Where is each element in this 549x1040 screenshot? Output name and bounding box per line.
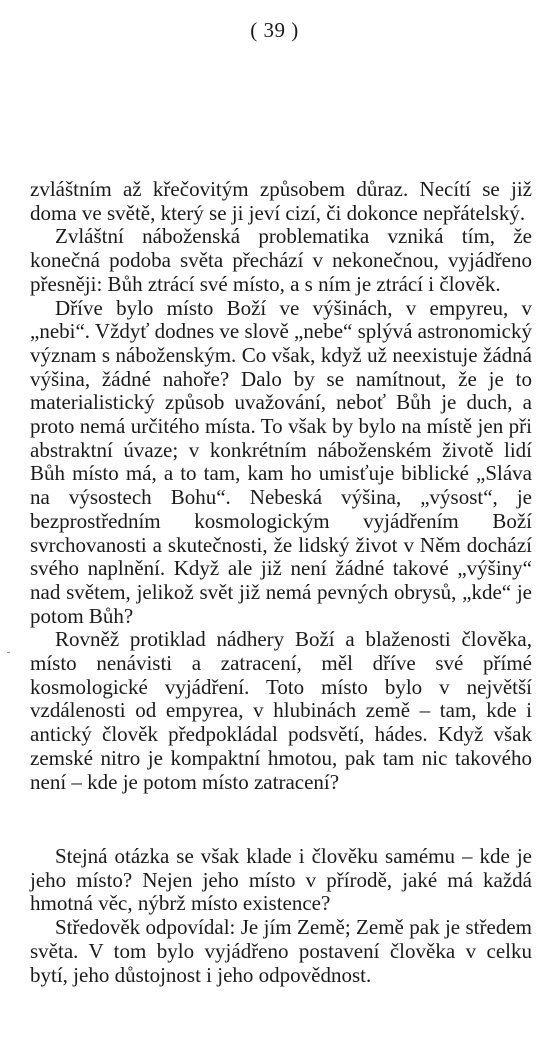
text-block-2: [30, 845, 532, 987]
paragraph: Stejná otázka se však klade i člověku samému – kde je jeho místo? Nejen jeho místo v přírodě, jaké má každá hmotná věc, nýbrž místo existence?: [30, 844, 532, 916]
paragraph: Rovněž protiklad nádhery Boží a blaženosti člověka, místo nenávisti a zatracení, měl dříve své přímé kosmologické vyjádření. Toto místo bylo v největší vzdálenosti od empyrea, v hlubinách země – tam, kde i antický člověk předpokládal podsvětí, hádes. Když však zemské nitro je kompaktní hmotou, pak tam nic takového není – kde je potom místo zatracení?: [30, 627, 532, 794]
text-block-1: [30, 178, 532, 794]
margin-mark: [7, 652, 10, 653]
paragraph: Dříve bylo místo Boží ve výšinách, v empyreu, v „nebi“. Vždyť dodnes ve slově „nebe“ splývá astronomický význam s náboženským. Co však, když už neexistuje žádná výšina, žádné nahoře? Dalo by se namítnout, že je to materialistický způsob uvažování, neboť Bůh je duch, a proto nemá určitého místa. To však by bylo na místě jen při abstraktní úvaze; v konkrétním náboženském životě lidí Bůh místo má, a to tam, kam ho umisťuje biblické „Sláva na výsostech Bohu“. Nebeská výšina, „výsost“, je bezprostředním kosmologickým vyjádřením Boží svrchovanosti a skutečnosti, že lidský život v Něm dochází svého naplnění. Když ale již není žádné takové „výšiny“ nad světem, jelikož svět již nemá pevných obrysů, „kde“ je potom Bůh?: [30, 295, 532, 628]
paragraph: Středověk odpovídal: Je jím Země; Země pak je středem světa. V tom bylo vyjádřeno postavení člověka v celku bytí, jeho důstojnost i jeho odpovědnost.: [30, 915, 532, 987]
paragraph-continuation: zvláštním až křečovitým způsobem důraz. Necítí se již doma ve světě, který se ji jeví cizí, či dokonce nepřátelský.: [30, 177, 532, 225]
paragraph: Zvláštní náboženská problematika vzniká tím, že konečná podoba světa přechází v nekonečnou, vyjádřeno přesněji: Bůh ztrácí své místo, a s ním je ztrácí i člověk.: [30, 224, 532, 296]
page-number: ( 39 ): [250, 18, 299, 42]
